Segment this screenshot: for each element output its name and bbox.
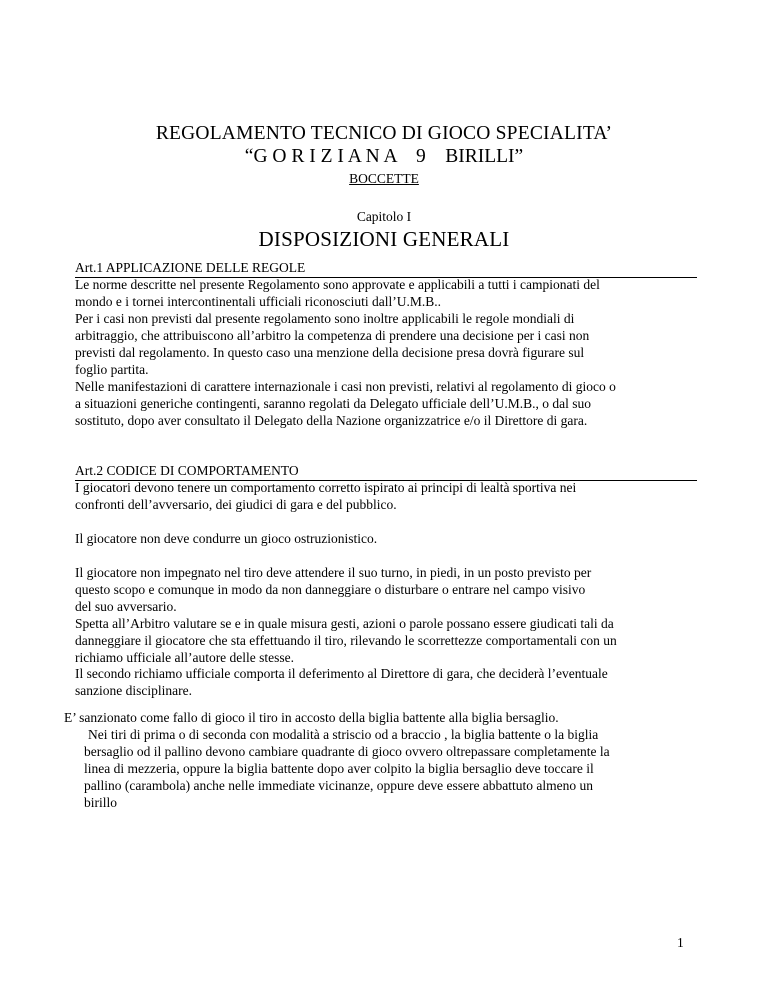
text-line: birillo [84, 794, 117, 810]
art1-paragraph-1 [75, 277, 705, 378]
document-title: REGOLAMENTO TECNICO DI GIOCO SPECIALITA’ [155, 123, 613, 144]
art1-heading: Art.1 APPLICAZIONE DELLE REGOLE [75, 260, 697, 278]
text-line: previsti dal regolamento. In questo caso una menzione della decisione presa dovrà figurare sul [75, 344, 585, 360]
page-number: 1 [677, 935, 684, 950]
art1-paragraph-2 [75, 379, 705, 430]
text-line: linea di mezzeria, oppure la biglia battente dopo aver colpito la biglia bersaglio deve toccare il [84, 760, 594, 776]
document-discipline: BOCCETTE [349, 171, 419, 186]
art2-paragraph-1 [75, 480, 705, 514]
text-line: danneggiare il giocatore che sta effettuando il tiro, rilevando le scorrettezze comportamentali con un [75, 632, 617, 648]
text-line: E’ sanzionato come fallo di gioco il tiro in accosto della biglia battente alla biglia bersaglio. [64, 710, 559, 725]
text-line: questo scopo e comunque in modo da non danneggiare o disturbare o entrare nel campo visivo [75, 581, 586, 597]
text-line: foglio partita. [75, 361, 149, 377]
chapter-title: DISPOSIZIONI GENERALI [258, 227, 510, 251]
text-line: mondo e i tornei intercontinentali ufficiali riconosciuti dall’U.M.B.. [75, 293, 442, 309]
text-line: bersaglio od il pallino devono cambiare quadrante di gioco ovvero oltrepassare completamente la [84, 743, 610, 759]
text-line: I giocatori devono tenere un comportamento corretto ispirato ai principi di lealtà sportiva nei [75, 480, 577, 495]
art2-paragraph-3 [75, 565, 705, 700]
art2-heading: Art.2 CODICE DI COMPORTAMENTO [75, 463, 697, 481]
text-line: Il secondo richiamo ufficiale comporta il deferimento al Direttore di gara, che deciderà l’eventuale [75, 666, 608, 682]
text-line: Le norme descritte nel presente Regolamento sono approvate e applicabili a tutti i campionati del [75, 277, 600, 292]
text-line: Nelle manifestazioni di carattere internazionale i casi non previsti, relativi al regolamento di gioco o [75, 379, 616, 394]
text-line: sostituto, dopo aver consultato il Delegato della Nazione organizzatrice e/o il Direttore di gara. [75, 412, 588, 428]
text-line: del suo avversario. [75, 598, 177, 614]
text-line: pallino (carambola) anche nelle immediate vicinanze, oppure deve essere abbattuto almeno un [84, 777, 594, 793]
text-line: confronti dell’avversario, dei giudici di gara e del pubblico. [75, 496, 397, 512]
art2-paragraph-2 [75, 531, 705, 548]
text-line: arbitraggio, che attribuiscono all’arbitro la competenza di prendere una decisione per i casi non [75, 327, 590, 343]
text-line: Spetta all’Arbitro valutare se e in quale misura gesti, azioni o parole possano essere giudicati tali da [75, 615, 614, 631]
text-line: Il giocatore non impegnato nel tiro deve attendere il suo turno, in piedi, in un posto previsto per [75, 565, 592, 580]
text-line: a situazioni generiche contingenti, saranno regolati da Delegato ufficiale dell’U.M.B., o dal suo [75, 395, 591, 411]
text-line: sanzione disciplinare. [75, 683, 192, 699]
chapter-label: Capitolo I [356, 209, 412, 224]
art2-paragraph-4 [64, 710, 714, 811]
text-line: Il giocatore non deve condurre un gioco ostruzionistico. [75, 531, 378, 546]
text-line: Per i casi non previsti dal presente regolamento sono inoltre applicabili le regole mondiali di [75, 310, 575, 326]
text-line: richiamo ufficiale all’autore delle stesse. [75, 649, 295, 665]
text-line: Nei tiri di prima o di seconda con modalità a striscio od a braccio , la biglia battente o la biglia [88, 726, 599, 742]
document-subtitle: “G O R I Z I A N A 9 BIRILLI” [244, 146, 524, 167]
